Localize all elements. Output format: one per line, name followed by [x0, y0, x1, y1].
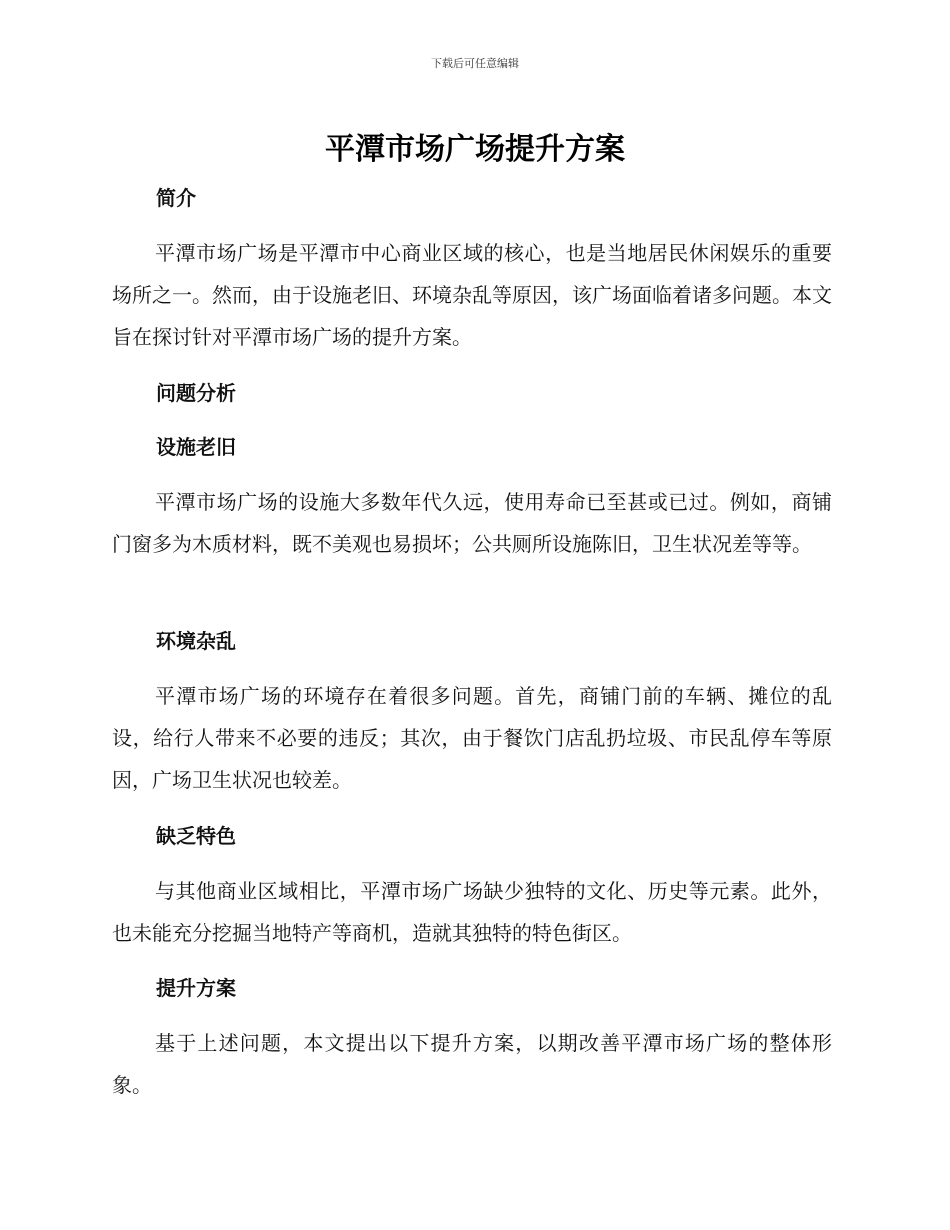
section-heading-improvement-plan: 提升方案	[156, 976, 236, 1000]
section-heading-intro: 简介	[156, 186, 196, 210]
page-title: 平潭市场广场提升方案	[325, 132, 625, 167]
section-paragraph-old-facilities: 平潭市场广场的设施大多数年代久远，使用寿命已至甚或已过。例如，商铺门窗多为木质材料，既不美观也易损坏；公共厕所设施陈旧，卫生状况差等等。	[112, 490, 832, 556]
section-heading-lack-of-character: 缺乏特色	[156, 824, 236, 848]
section-paragraph-messy-environment: 平潭市场广场的环境存在着很多问题。首先，商铺门前的车辆、摊位的乱设，给行人带来不必要的违反；其次，由于餐饮门店乱扔垃圾、市民乱停车等原因，广场卫生状况也较差。	[112, 684, 832, 792]
section-paragraph-intro: 平潭市场广场是平潭市中心商业区域的核心，也是当地居民休闲娱乐的重要场所之一。然而，由于设施老旧、环境杂乱等原因，该广场面临着诸多问题。本文旨在探讨针对平潭市场广场的提升方案。	[112, 241, 832, 349]
section-heading-old-facilities: 设施老旧	[156, 435, 236, 459]
section-heading-problem-analysis: 问题分析	[156, 381, 236, 405]
header-note: 下载后可任意编辑	[431, 57, 519, 70]
section-paragraph-improvement-plan: 基于上述问题，本文提出以下提升方案，以期改善平潭市场广场的整体形象。	[112, 1031, 832, 1097]
section-heading-messy-environment: 环境杂乱	[156, 629, 236, 653]
section-paragraph-lack-of-character: 与其他商业区域相比，平潭市场广场缺少独特的文化、历史等元素。此外，也未能充分挖掘当地特产等商机，造就其独特的特色街区。	[112, 879, 832, 945]
